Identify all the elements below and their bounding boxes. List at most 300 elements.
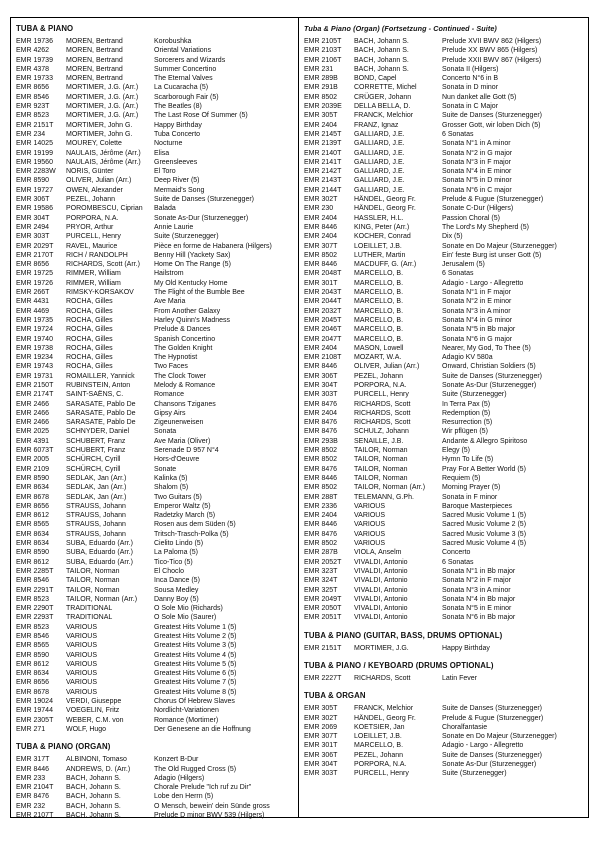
catalog-row [304, 446, 589, 455]
catalog-composer: SEDLAK, Jan (Arr.) [66, 493, 127, 501]
catalog-row [16, 260, 298, 269]
catalog-title: The Eternal Valves [154, 75, 213, 83]
catalog-composer: VARIOUS [66, 633, 97, 640]
catalog-row [16, 176, 298, 185]
catalog-composer: VIVALDI, Antonio [354, 614, 408, 622]
catalog-title: Sonate [154, 465, 177, 473]
catalog-composer: SARASATE, Pablo De [66, 409, 136, 417]
catalog-ref: EMR 19199 [16, 149, 53, 157]
catalog-composer: MOUREY, Colette [66, 140, 122, 148]
catalog-ref: EMR 303T [304, 391, 338, 399]
catalog-row [304, 149, 589, 158]
catalog-composer: PORPORA, N.A. [354, 761, 407, 769]
catalog-ref: EMR 2039E [304, 103, 342, 111]
catalog-row [16, 46, 298, 55]
catalog-title: From Another Galaxy [154, 307, 221, 315]
catalog-title: Radetzky March (5) [154, 512, 216, 520]
catalog-row [304, 760, 589, 769]
catalog-ref: EMR 291B [304, 84, 338, 92]
catalog-ref: EMR 2305T [16, 716, 54, 724]
catalog-title: Sonata in F minor [442, 493, 498, 501]
catalog-composer: KOCHER, Conrad [354, 233, 411, 241]
catalog-ref: EMR 2293T [16, 614, 54, 622]
catalog-title: Greatest Hits Volume 4 (5) [154, 651, 237, 659]
catalog-composer: VIVALDI, Antonio [354, 605, 408, 613]
catalog-composer: SCHÜRCH, Cyrill [66, 465, 121, 473]
catalog-composer: ROCHA, Gilles [66, 363, 113, 371]
catalog-title: Sonata N°4 in E minor [442, 168, 512, 176]
catalog-row [16, 288, 298, 297]
catalog-title: Summer Concertino [154, 65, 217, 73]
catalog-title: Sonate As-Dur (Sturzenegger) [442, 761, 537, 769]
catalog-composer: SCHNYDER, Daniel [66, 428, 130, 436]
catalog-composer: VERDI, Giuseppe [66, 698, 122, 706]
catalog-ref: EMR 19738 [16, 344, 53, 352]
catalog-ref: EMR 8523 [16, 112, 50, 120]
catalog-row [304, 93, 589, 102]
catalog-row [304, 316, 589, 325]
catalog-row [16, 65, 298, 74]
catalog-title: Greatest Hits Volume 6 (5) [154, 670, 237, 678]
catalog-title: Concerto [442, 549, 471, 557]
catalog-composer: KOETSIER, Jan [354, 723, 405, 731]
catalog-ref: EMR 2142T [304, 168, 342, 176]
catalog-ref: EMR 325T [304, 586, 338, 594]
catalog-title: Concerto N°6 in B [442, 75, 499, 83]
catalog-row [16, 139, 298, 148]
catalog-composer: HÄNDEL, Georg Fr. [354, 196, 416, 204]
catalog-composer: PEZEL, Johann [354, 751, 404, 759]
catalog-title: Balada [154, 205, 176, 213]
catalog-title: Suite (Sturzenegger) [442, 391, 507, 399]
catalog-ref: EMR 2466 [16, 400, 50, 408]
catalog-row [16, 595, 298, 604]
catalog-composer: MACDUFF, G. (Arr.) [354, 261, 417, 269]
catalog-row [304, 595, 589, 604]
catalog-row [304, 186, 589, 195]
catalog-composer: SEDLAK, Jan (Arr.) [66, 484, 127, 492]
catalog-ref: EMR 19024 [16, 698, 53, 706]
catalog-title: Prelude D minor BWV 539 (Hilgers) [154, 812, 265, 820]
catalog-title: Sonata N°2 in E minor [442, 298, 512, 306]
catalog-row [16, 446, 298, 455]
catalog-composer: GALLIARD, J.E. [354, 168, 405, 176]
catalog-row [16, 604, 298, 613]
catalog-row [304, 520, 589, 529]
catalog-ref: EMR 324T [304, 577, 338, 585]
catalog-title: Suite de Danses (Sturzenegger) [442, 705, 542, 713]
catalog-ref: EMR 2047T [304, 335, 342, 343]
catalog-ref: EMR 2285T [16, 567, 54, 575]
catalog-ref: EMR 8590 [16, 549, 50, 557]
catalog-ref: EMR 19735 [16, 316, 53, 324]
catalog-ref: EMR 306T [304, 372, 338, 380]
catalog-ref: EMR 2466 [16, 409, 50, 417]
catalog-ref: EMR 2283W [16, 168, 56, 176]
catalog-composer: BOND, Capel [354, 75, 397, 83]
catalog-composer: VARIOUS [354, 540, 385, 548]
catalog-composer: ROCHA, Gilles [66, 307, 113, 315]
catalog-border-box [10, 17, 589, 818]
catalog-title: Sonata N°3 in A minor [442, 307, 511, 315]
catalog-row [304, 511, 589, 520]
catalog-composer: ROCHA, Gilles [66, 335, 113, 343]
catalog-title: Adagio KV 580a [442, 354, 493, 362]
catalog-title: Happy Birthday [442, 644, 490, 652]
catalog-composer: VOEGELIN, Fritz [66, 707, 120, 715]
catalog-title: Sacred Music Volume 3 (5) [442, 530, 527, 538]
catalog-title: Pray For A Better World (5) [442, 465, 526, 473]
catalog-ref: EMR 289B [304, 75, 338, 83]
catalog-ref: EMR 2404 [304, 344, 338, 352]
catalog-ref: EMR 8446 [304, 223, 338, 231]
catalog-title: Spanish Concertino [154, 335, 216, 343]
catalog-title: Nearer, My God, To Thee (5) [442, 344, 531, 352]
catalog-row [304, 102, 589, 111]
catalog-title: 6 Sonatas [442, 130, 474, 138]
catalog-title: Greatest Hits Volume 5 (5) [154, 660, 237, 668]
catalog-title: Hymn To Life (5) [442, 456, 494, 464]
catalog-ref: EMR 2045T [304, 316, 342, 324]
catalog-composer: WOLF, Hugo [66, 725, 107, 733]
catalog-row [304, 344, 589, 353]
catalog-title: Sonata N°5 in D minor [442, 177, 512, 185]
catalog-row [16, 344, 298, 353]
catalog-row [16, 269, 298, 278]
catalog-ref: EMR 2151T [304, 644, 342, 652]
catalog-title: Sonata in D minor [442, 84, 499, 92]
catalog-ref: EMR 231 [304, 65, 334, 73]
catalog-row [304, 176, 589, 185]
catalog-composer: STRAUSS, Johann [66, 512, 126, 520]
catalog-composer: TRADITIONAL [66, 605, 113, 613]
catalog-ref: EMR 8476 [304, 400, 338, 408]
catalog-composer: SCHUBERT, Franz [66, 437, 126, 445]
catalog-row [304, 674, 589, 683]
catalog-composer: BACH, Johann S. [66, 812, 121, 820]
catalog-row [16, 558, 298, 567]
catalog-ref: EMR 8634 [16, 484, 50, 492]
catalog-row [304, 335, 589, 344]
catalog-row [16, 502, 298, 511]
catalog-title: Suite de Danses (Sturzenegger) [442, 112, 542, 120]
catalog-title: Adagio - Largo - Allegretto [442, 279, 524, 287]
catalog-ref: EMR 2150T [16, 381, 54, 389]
catalog-title: Prelude XX BWV 865 (Hilgers) [442, 47, 538, 55]
catalog-title: Prelude & Dances [154, 326, 211, 334]
catalog-composer: SCHULZ, Johann [354, 428, 409, 436]
catalog-row [16, 493, 298, 502]
catalog-row [304, 732, 589, 741]
catalog-composer: VARIOUS [66, 623, 97, 631]
catalog-row [16, 214, 298, 223]
catalog-composer: VARIOUS [66, 679, 97, 687]
catalog-row [16, 427, 298, 436]
catalog-composer: TAILOR, Norman [66, 586, 120, 594]
catalog-ref: EMR 8523 [16, 623, 50, 631]
catalog-ref: EMR 8502 [304, 456, 338, 464]
catalog-ref: EMR 2044T [304, 298, 342, 306]
section-heading: TUBA & PIANO (GUITAR, BASS, DRUMS OPTIONAL) [304, 630, 503, 640]
catalog-ref: EMR 4431 [16, 298, 50, 306]
catalog-title: Sorcerers and Wizards [154, 56, 226, 64]
catalog-row [304, 493, 589, 502]
catalog-title: Tritsch-Trasch-Polka (5) [154, 530, 229, 538]
catalog-ref: EMR 8678 [16, 688, 50, 696]
catalog-title: 6 Sonatas [442, 270, 474, 278]
catalog-title: Greatest Hits Volume 8 (5) [154, 688, 237, 696]
catalog-composer: VIVALDI, Antonio [354, 595, 408, 603]
catalog-ref: EMR 19743 [16, 363, 53, 371]
catalog-composer: SCHUBERT, Franz [66, 447, 126, 455]
catalog-ref: EMR 304T [304, 761, 338, 769]
catalog-composer: KING, Peter (Arr.) [354, 223, 410, 231]
catalog-row [304, 297, 589, 306]
catalog-row [16, 232, 298, 241]
catalog-row [304, 751, 589, 760]
catalog-row [16, 567, 298, 576]
catalog-composer: MOREN, Bertrand [66, 47, 123, 55]
catalog-row [16, 613, 298, 622]
catalog-composer: VARIOUS [66, 660, 97, 668]
catalog-ref: EMR 2494 [16, 223, 50, 231]
catalog-title: The Old Rugged Cross (5) [154, 765, 237, 773]
catalog-row [16, 678, 298, 687]
catalog-ref: EMR 266T [16, 289, 50, 297]
catalog-row [304, 139, 589, 148]
catalog-ref: EMR 2052T [304, 558, 342, 566]
catalog-composer: SCHÜRCH, Cyrill [66, 456, 121, 464]
catalog-composer: MARCELLO, B. [354, 742, 404, 750]
catalog-title: Romance (Mortimer) [154, 716, 219, 724]
catalog-composer: RICHARDS, Scott [354, 409, 411, 417]
catalog-title: Scarborough Fair (5) [154, 93, 219, 101]
catalog-row [16, 586, 298, 595]
catalog-row [304, 242, 589, 251]
catalog-title: Nordlicht-Variationen [154, 707, 219, 715]
catalog-row [16, 186, 298, 195]
section-heading: TUBA & PIANO / KEYBOARD (DRUMS OPTIONAL) [304, 661, 494, 670]
catalog-ref: EMR 307T [304, 242, 338, 250]
catalog-row [16, 102, 298, 111]
catalog-ref: EMR 323T [304, 567, 338, 575]
catalog-composer: TAILOR, Norman [66, 577, 120, 585]
catalog-row [304, 539, 589, 548]
catalog-ref: EMR 2336 [304, 502, 338, 510]
catalog-ref: EMR 8612 [16, 512, 50, 520]
catalog-ref: EMR 304T [16, 214, 50, 222]
catalog-title: Der Genesene an die Hoffnung [154, 725, 251, 733]
catalog-title: Sonata in C Major [442, 103, 499, 111]
catalog-ref: EMR 2139T [304, 140, 342, 148]
catalog-composer: GALLIARD, J.E. [354, 140, 405, 148]
catalog-composer: MORTIMER, J.G. (Arr.) [66, 103, 139, 111]
catalog-composer: LUTHER, Martin [354, 251, 406, 259]
catalog-composer: OWEN, Alexander [66, 186, 123, 194]
catalog-row [16, 811, 298, 820]
catalog-title: Redemption (5) [442, 409, 491, 417]
catalog-title: Annie Laurie [154, 223, 194, 231]
catalog-composer: LOEILLET, J.B. [354, 733, 402, 741]
catalog-ref: EMR 2108T [304, 354, 342, 362]
catalog-ref: EMR 8656 [16, 261, 50, 269]
catalog-title: Gipsy Airs [154, 409, 186, 417]
catalog-row [16, 409, 298, 418]
catalog-composer: RICHARDS, Scott [354, 675, 411, 682]
catalog-title: Pièce en forme de Habanera (Hilgers) [154, 242, 272, 250]
catalog-ref: EMR 2404 [304, 512, 338, 520]
catalog-composer: STRAUSS, Johann [66, 521, 126, 529]
catalog-ref: EMR 2466 [16, 419, 50, 427]
catalog-composer: BACH, Johann S. [66, 802, 121, 810]
catalog-row [16, 335, 298, 344]
catalog-row [16, 774, 298, 783]
catalog-row [304, 37, 589, 46]
catalog-row [16, 530, 298, 539]
catalog-title: Wir pflügen (5) [442, 428, 488, 436]
catalog-row [16, 167, 298, 176]
catalog-ref: EMR 8565 [16, 521, 50, 529]
catalog-row [304, 483, 589, 492]
catalog-title: Elisa [154, 149, 170, 157]
catalog-title: Dix (5) [442, 233, 463, 241]
catalog-ref: EMR 2404 [304, 214, 338, 222]
catalog-title: The Last Rose Of Summer (5) [154, 112, 248, 120]
catalog-composer: MOREN, Bertrand [66, 38, 123, 45]
catalog-ref: EMR 4378 [16, 65, 50, 73]
catalog-title: Sacred Music Volume 1 (5) [442, 512, 527, 520]
catalog-title: Greatest Hits Volume 1 (5) [154, 623, 237, 631]
catalog-row [304, 353, 589, 362]
catalog-title: El Choclo [154, 567, 184, 575]
catalog-title: Romance [154, 391, 184, 399]
catalog-row [16, 223, 298, 232]
catalog-title: O Sole Mio (Richards) [154, 605, 223, 613]
catalog-title: Deep River (5) [154, 177, 200, 185]
catalog-row [304, 409, 589, 418]
catalog-ref: EMR 14025 [16, 140, 53, 148]
section-heading: TUBA & PIANO (ORGAN) [16, 742, 111, 752]
catalog-ref: EMR 2227T [304, 675, 342, 682]
catalog-composer: NAULAIS, Jérôme (Arr.) [66, 149, 141, 157]
catalog-row [304, 46, 589, 55]
catalog-ref: EMR 8476 [304, 465, 338, 473]
catalog-composer: VIOLA, Anselm [354, 549, 402, 557]
catalog-ref: EMR 2404 [304, 409, 338, 417]
catalog-row [16, 83, 298, 92]
catalog-composer: FRANZ, Ignaz [354, 121, 399, 129]
catalog-row [16, 641, 298, 650]
catalog-composer: FRANCK, Melchior [354, 705, 414, 713]
catalog-title: Korobushka [154, 38, 192, 45]
catalog-composer: POROMBESCU, Ciprian [66, 205, 143, 213]
catalog-title: Nun danket alle Gott (5) [442, 93, 517, 101]
catalog-ref: EMR 2107T [16, 812, 54, 820]
catalog-ref: EMR 19744 [16, 707, 53, 715]
catalog-row [304, 325, 589, 334]
catalog-row [304, 604, 589, 613]
catalog-composer: TAILOR, Norman [354, 474, 408, 482]
catalog-composer: MORTIMER, J.G. (Arr.) [66, 112, 139, 120]
catalog-composer: STRAUSS, Johann [66, 530, 126, 538]
catalog-composer: OLIVER, Julian (Arr.) [354, 363, 420, 371]
catalog-composer: PRYOR, Arthur [66, 223, 114, 231]
catalog-composer: MARCELLO, B. [354, 326, 404, 334]
catalog-row [16, 158, 298, 167]
catalog-composer: FRANCK, Melchior [354, 112, 414, 120]
catalog-composer: RUBINSTEIN, Anton [66, 381, 131, 389]
catalog-row [16, 74, 298, 83]
catalog-title: Hors-d'Oeuvre [154, 456, 200, 464]
catalog-row [304, 111, 589, 120]
catalog-row [304, 586, 589, 595]
catalog-row [16, 149, 298, 158]
catalog-row [304, 723, 589, 732]
catalog-title: Greatest Hits Volume 7 (5) [154, 679, 237, 687]
catalog-composer: WEBER, C.M. von [66, 716, 124, 724]
catalog-ref: EMR 8656 [16, 84, 50, 92]
catalog-composer: VARIOUS [66, 642, 97, 650]
catalog-row [16, 381, 298, 390]
catalog-title: The Beatles (8) [154, 103, 202, 111]
catalog-row [304, 83, 589, 92]
catalog-title: Melody & Romance [154, 381, 216, 389]
catalog-title: Suite (Sturzenegger) [154, 233, 219, 241]
catalog-ref: EMR 2104T [16, 784, 54, 792]
catalog-composer: MOREN, Bertrand [66, 56, 123, 64]
catalog-title: Danny Boy (5) [154, 595, 199, 603]
catalog-title: Greatest Hits Volume 2 (5) [154, 633, 237, 640]
catalog-title: Sonata N°1 in A minor [442, 140, 511, 148]
catalog-ref: EMR 19234 [16, 354, 53, 362]
catalog-title: Tuba Concerto [154, 130, 201, 138]
catalog-ref: EMR 302T [304, 196, 338, 204]
catalog-ref: EMR 2109 [16, 465, 50, 473]
catalog-row [16, 437, 298, 446]
catalog-composer: GALLIARD, J.E. [354, 177, 405, 185]
catalog-title: My Old Kentucky Home [154, 279, 228, 287]
catalog-row [304, 576, 589, 585]
catalog-title: Passion Choral (5) [442, 214, 500, 222]
catalog-ref: EMR 8502 [304, 447, 338, 455]
catalog-title: The Golden Knight [154, 344, 213, 352]
catalog-row [304, 465, 589, 474]
catalog-row [16, 802, 298, 811]
catalog-ref: EMR 2145T [304, 130, 342, 138]
catalog-ref: EMR 19724 [16, 326, 53, 334]
catalog-ref: EMR 19739 [16, 56, 53, 64]
catalog-title: Sonata N°6 in Bb major [442, 614, 516, 622]
catalog-title: La Cucaracha (5) [154, 84, 209, 92]
catalog-row [16, 93, 298, 102]
catalog-title: 6 Sonatas [442, 558, 474, 566]
catalog-row [16, 697, 298, 706]
catalog-row [304, 279, 589, 288]
catalog-title: Harley Quinn's Madness [154, 316, 231, 324]
catalog-composer: ROCHA, Gilles [66, 326, 113, 334]
catalog-composer: LOEILLET, J.B. [354, 242, 402, 250]
catalog-ref: EMR 923T [16, 103, 50, 111]
catalog-ref: EMR 2025 [16, 428, 50, 436]
catalog-ref: EMR 8634 [16, 540, 50, 548]
catalog-ref: EMR 8634 [16, 530, 50, 538]
catalog-title: Sonata N°3 in A minor [442, 586, 511, 594]
catalog-ref: EMR 304T [304, 381, 338, 389]
catalog-ref: EMR 271 [16, 725, 46, 733]
catalog-ref: EMR 19733 [16, 75, 53, 83]
catalog-row [304, 195, 589, 204]
catalog-composer: STRAUSS, Johann [66, 502, 126, 510]
